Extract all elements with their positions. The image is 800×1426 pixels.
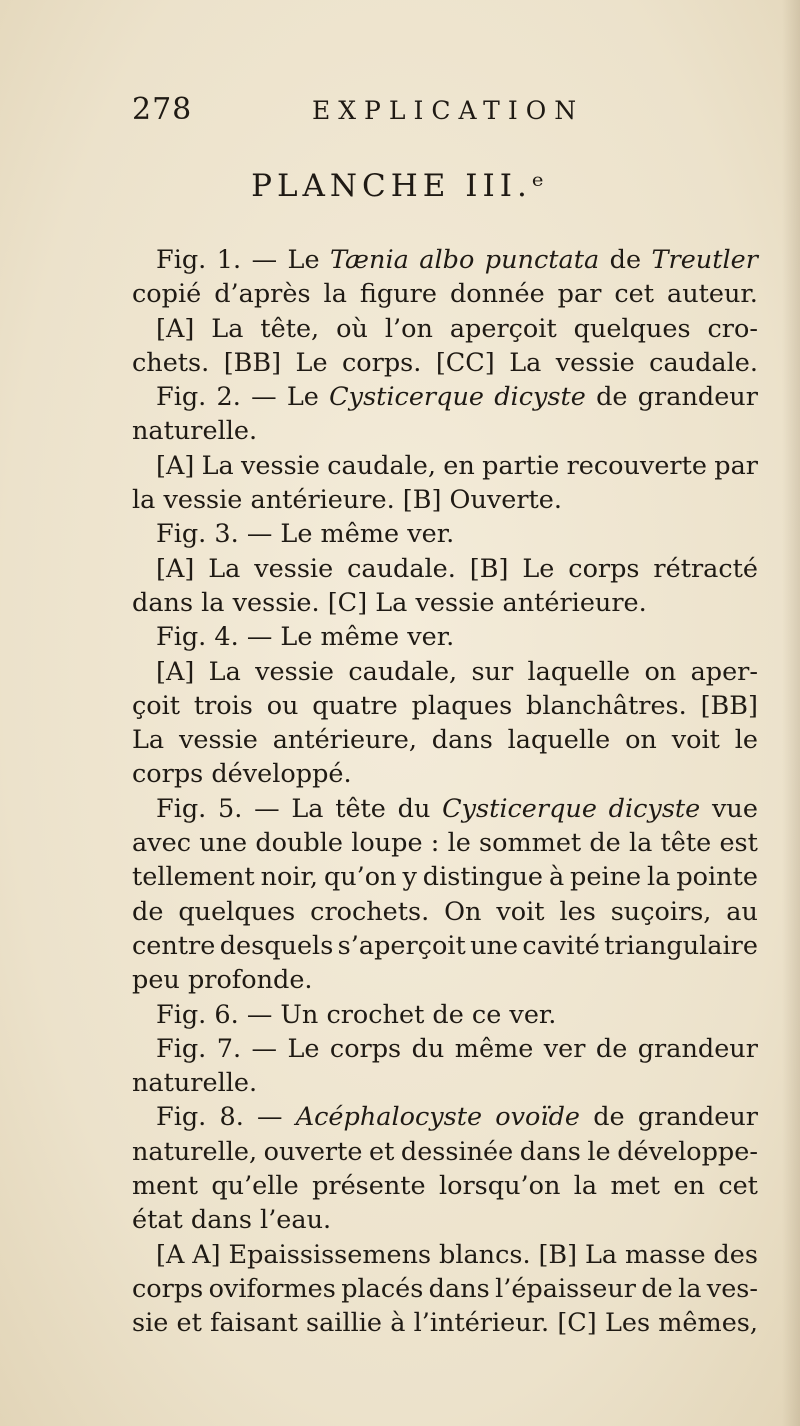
- word: [A: [156, 1239, 185, 1270]
- word: ou: [266, 690, 299, 721]
- italic-word: Tænia: [330, 245, 409, 275]
- word: —: [254, 793, 280, 824]
- word: la: [678, 1273, 702, 1304]
- word: quelques: [178, 896, 296, 927]
- word: suçoirs,: [610, 896, 712, 927]
- word: —: [251, 1033, 277, 1064]
- word: le: [447, 828, 471, 859]
- word: La: [211, 313, 244, 344]
- word: d’après: [214, 279, 311, 310]
- text-line: [132, 517, 758, 551]
- word: qu’on: [323, 862, 397, 893]
- italic-word: Acéphalocyste: [295, 1102, 483, 1133]
- text-line: [132, 1306, 758, 1340]
- word: voit: [496, 896, 545, 927]
- word: ment: [132, 1171, 198, 1202]
- word: antérieure,: [272, 725, 417, 756]
- word: grandeur: [637, 1102, 758, 1133]
- text-line: [132, 483, 758, 517]
- text-line: [132, 312, 758, 346]
- word: les: [559, 896, 596, 927]
- word: partie: [482, 450, 560, 481]
- italic-word: ovoïde: [495, 1102, 580, 1133]
- word: s’aperçoit: [337, 930, 466, 961]
- word: et: [176, 1308, 202, 1339]
- text-line: [132, 620, 758, 654]
- text-line: [132, 792, 758, 826]
- word: laquelle: [527, 656, 631, 687]
- word: l’intérieur.: [413, 1308, 550, 1339]
- plate-title: PLANCHE III.ᵉ: [251, 168, 549, 204]
- word: de: [593, 1102, 625, 1133]
- word: naturelle,: [132, 1136, 258, 1167]
- text-segment: Fig. 3. — Le même ver.: [156, 519, 455, 550]
- word: Les: [604, 1308, 651, 1339]
- word: [CC]: [435, 347, 495, 378]
- text-line: [132, 346, 758, 380]
- word: la: [323, 279, 347, 310]
- text-line: [132, 1238, 758, 1272]
- word: [A]: [156, 656, 195, 687]
- word: trois: [193, 690, 253, 721]
- word: 8.: [219, 1102, 244, 1133]
- word: tête: [335, 793, 386, 824]
- word: dessinée: [400, 1136, 514, 1167]
- word: quatre: [312, 690, 398, 721]
- word: ves-: [706, 1273, 758, 1304]
- text-line: [132, 449, 758, 483]
- word: —: [251, 245, 278, 275]
- word: et: [369, 1136, 395, 1167]
- word: sommet: [479, 828, 582, 859]
- page-number: 278: [132, 92, 193, 127]
- word: de: [596, 382, 628, 413]
- word: pointe: [676, 862, 758, 893]
- word: Fig.: [156, 1033, 207, 1064]
- word: Le: [522, 553, 555, 584]
- page-edge-shadow: [782, 0, 800, 1426]
- word: Fig.: [156, 382, 207, 413]
- word: 1.: [216, 245, 242, 275]
- word: la: [573, 1171, 598, 1202]
- text-segment: état dans l’eau.: [132, 1205, 332, 1236]
- word: La: [291, 793, 324, 824]
- word: vessie: [555, 347, 635, 378]
- word: [C]: [557, 1308, 597, 1339]
- text-line: [132, 1135, 758, 1169]
- word: à: [548, 862, 565, 893]
- word: çoit: [132, 690, 181, 721]
- word: sie: [132, 1308, 169, 1339]
- word: La: [509, 347, 542, 378]
- word: vessie: [178, 725, 258, 756]
- word: plaques: [411, 690, 513, 721]
- text-line: [132, 1066, 758, 1100]
- word: cet: [718, 1171, 758, 1202]
- word: tête: [660, 828, 712, 859]
- text-line: [132, 586, 758, 620]
- word: 5.: [218, 793, 243, 824]
- page-header: [130, 92, 770, 132]
- word: vue: [711, 793, 758, 824]
- word: Fig.: [156, 245, 207, 275]
- text-line: [132, 929, 758, 963]
- word: —: [251, 382, 277, 413]
- word: loupe: [351, 828, 423, 859]
- text-line: [132, 1100, 758, 1134]
- word: à: [390, 1308, 406, 1339]
- italic-word: albo: [419, 245, 475, 275]
- word: y: [402, 862, 417, 893]
- italic-word: Treutler: [651, 245, 758, 275]
- text-segment: peu profonde.: [132, 965, 313, 996]
- word: Fig.: [156, 793, 207, 824]
- word: qu’elle: [211, 1171, 299, 1202]
- word: faisant: [210, 1308, 298, 1339]
- text-line: [132, 552, 758, 586]
- text-line: [132, 414, 758, 448]
- word: 7.: [216, 1033, 242, 1064]
- text-segment: corps développé.: [132, 759, 352, 790]
- word: cavité: [522, 930, 600, 961]
- text-line: [132, 723, 758, 757]
- word: le: [734, 725, 758, 756]
- word: noir,: [260, 862, 319, 893]
- word: [BB]: [700, 690, 758, 721]
- word: ver: [543, 1033, 586, 1064]
- text-line: [132, 1272, 758, 1306]
- italic-word: Cysticerque: [442, 793, 597, 824]
- word: corps: [568, 553, 640, 584]
- word: chets.: [132, 347, 210, 378]
- word: vessie: [254, 553, 334, 584]
- word: de: [132, 896, 164, 927]
- word: aperçoit: [449, 313, 557, 344]
- word: dans: [431, 725, 493, 756]
- word: laquelle: [507, 725, 611, 756]
- word: [A]: [156, 553, 195, 584]
- text-line: [132, 1203, 758, 1237]
- italic-word: Cysticerque: [329, 382, 484, 413]
- word: l’on: [384, 313, 433, 344]
- word: centre: [132, 930, 216, 961]
- italic-word: dicyste: [608, 793, 701, 824]
- word: placés: [341, 1273, 424, 1304]
- word: figure: [359, 279, 437, 310]
- word: crochets.: [310, 896, 430, 927]
- word: met: [610, 1171, 661, 1202]
- word: On: [444, 896, 482, 927]
- text-line: [132, 1169, 758, 1203]
- word: voit: [671, 725, 720, 756]
- word: desquels: [219, 930, 334, 961]
- running-head: EXPLICATION: [312, 96, 585, 125]
- word: [A]: [156, 450, 195, 481]
- word: l’épaisseur: [495, 1273, 636, 1304]
- text-line: [132, 998, 758, 1032]
- word: la: [628, 828, 653, 859]
- word: la: [647, 862, 671, 893]
- body-text: [132, 243, 758, 1341]
- text-line: [132, 826, 758, 860]
- word: caudale,: [327, 450, 437, 481]
- word: aper-: [690, 656, 758, 687]
- word: dans: [519, 1136, 581, 1167]
- word: cro-: [707, 313, 758, 344]
- text-line: [132, 860, 758, 894]
- word: Fig.: [156, 1102, 207, 1133]
- word: vessie: [255, 656, 335, 687]
- text-line: [132, 1032, 758, 1066]
- word: de: [595, 1033, 628, 1064]
- word: double: [255, 828, 343, 859]
- word: tête,: [260, 313, 320, 344]
- word: par: [557, 279, 602, 310]
- word: peine: [570, 862, 642, 893]
- word: corps: [132, 1273, 204, 1304]
- text-segment: naturelle.: [132, 1068, 258, 1099]
- word: de: [609, 245, 642, 275]
- word: Le: [295, 347, 328, 378]
- word: blancs.: [439, 1239, 531, 1270]
- text-line: [132, 757, 758, 791]
- word: La: [201, 450, 234, 481]
- text-segment: Fig. 6. — Un crochet de ce ver.: [156, 999, 557, 1030]
- word: vessie: [241, 450, 320, 481]
- word: donnée: [449, 279, 545, 310]
- word: oviformes: [208, 1273, 336, 1304]
- word: présente: [312, 1171, 426, 1202]
- word: tellement: [132, 862, 255, 893]
- word: Le: [286, 382, 319, 413]
- word: on: [644, 656, 677, 687]
- word: recouverte: [566, 450, 707, 481]
- word: en: [673, 1171, 705, 1202]
- word: distingue: [422, 862, 544, 893]
- text-line: [132, 895, 758, 929]
- word: [B]: [469, 553, 509, 584]
- italic-word: dicyste: [494, 382, 586, 413]
- word: développe-: [617, 1136, 758, 1167]
- word: quelques: [573, 313, 691, 344]
- text-segment: naturelle.: [132, 416, 258, 447]
- text-segment: la vessie antérieure. [B] Ouverte.: [132, 485, 563, 516]
- word: triangulaire: [604, 930, 758, 961]
- word: corps: [329, 1033, 402, 1064]
- word: La: [208, 553, 241, 584]
- word: sur: [471, 656, 514, 687]
- word: copié: [132, 279, 202, 310]
- word: en: [443, 450, 475, 481]
- word: Le: [287, 1033, 320, 1064]
- text-segment: dans la vessie. [C] La vessie antérieure.: [132, 587, 647, 618]
- word: par: [714, 450, 758, 481]
- word: rétracté: [653, 553, 758, 584]
- word: caudale.: [649, 347, 758, 378]
- word: La: [208, 656, 241, 687]
- text-line: [132, 243, 758, 277]
- word: au: [726, 896, 758, 927]
- word: le: [587, 1136, 611, 1167]
- text-line: [132, 380, 758, 414]
- word: Epaississemens: [228, 1239, 432, 1270]
- word: cet: [614, 279, 655, 310]
- word: grandeur: [637, 382, 758, 413]
- word: La: [132, 725, 165, 756]
- word: du: [411, 1033, 445, 1064]
- word: [BB]: [223, 347, 282, 378]
- text-line: [132, 963, 758, 997]
- word: de: [641, 1273, 673, 1304]
- word: des: [713, 1239, 758, 1270]
- word: blanchâtres.: [526, 690, 687, 721]
- word: —: [257, 1102, 283, 1133]
- word: caudale,: [348, 656, 458, 687]
- word: saillie: [306, 1308, 383, 1339]
- word: dans: [428, 1273, 490, 1304]
- text-line: [132, 689, 758, 723]
- word: [A]: [156, 313, 195, 344]
- word: une: [199, 828, 248, 859]
- word: :: [430, 828, 440, 859]
- word: A]: [192, 1239, 221, 1270]
- italic-word: punctata: [484, 245, 600, 275]
- word: du: [397, 793, 431, 824]
- word: ouverte: [263, 1136, 363, 1167]
- word: 2.: [216, 382, 241, 413]
- word: caudale.: [347, 553, 456, 584]
- word: auteur.: [667, 279, 758, 310]
- word: est: [719, 828, 758, 859]
- text-line: [132, 277, 758, 311]
- word: même: [454, 1033, 534, 1064]
- word: on: [625, 725, 657, 756]
- word: [B]: [538, 1239, 578, 1270]
- word: Le: [287, 245, 320, 275]
- word: de: [589, 828, 621, 859]
- word: masse: [624, 1239, 706, 1270]
- word: La: [584, 1239, 618, 1270]
- word: une: [470, 930, 519, 961]
- word: grandeur: [637, 1033, 758, 1064]
- word: où: [336, 313, 368, 344]
- word: mêmes,: [658, 1308, 758, 1339]
- word: lorsqu’on: [438, 1171, 561, 1202]
- text-segment: Fig. 4. — Le même ver.: [156, 622, 455, 653]
- text-line: [132, 655, 758, 689]
- word: avec: [132, 828, 191, 859]
- word: corps.: [342, 347, 422, 378]
